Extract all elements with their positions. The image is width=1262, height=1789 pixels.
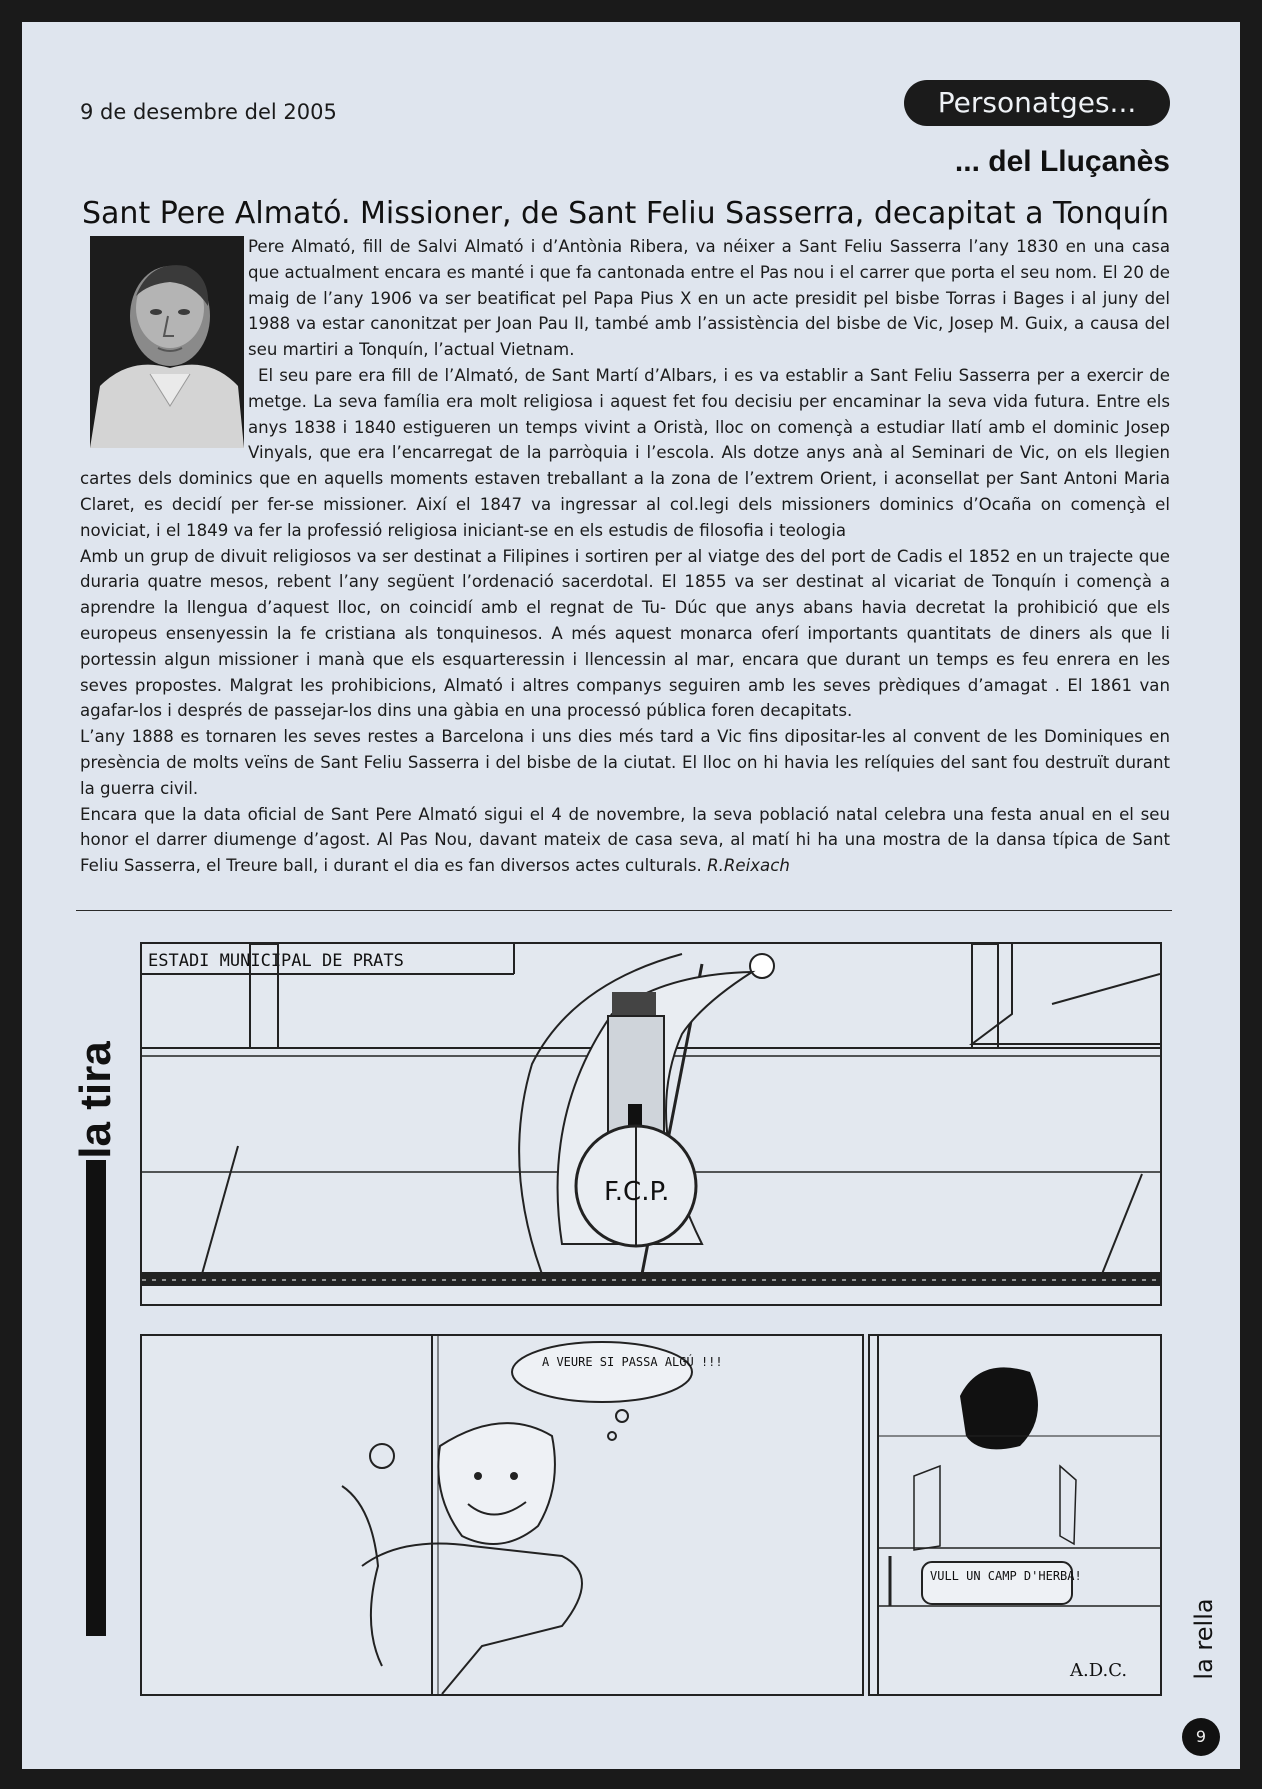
publication-name <box>1184 1595 1220 1695</box>
article-headline: Sant Pere Almató. Missioner, de Sant Feliu Sasserra, decapitat a Tonquín <box>82 196 1169 231</box>
article-paragraph: Amb un grup de divuit religiosos va ser destinat a Filipines i sortiren per al viatge des del port de Cadis el 1852 en un trajecte que duraria quatre mesos, rebent l’any següent l’ordenació sacerdotal. El 1855 va ser destinat al vicariat de Tonquín i començà a aprendre la llengua d’aquest lloc, on coincidí amb el regnat de Tu- Dúc que anys abans havia decretat la prohibició que els europeus ensenyessin la fe cristiana als tonquinesos. A més aquest monarca oferí importants quantitats de diners als que li portessin algun missioner i manà que els esquarteressin i llencessin al mar, encara que durant un temps es feu enrera en les seves propostes. Malgrat les prohibicions, Almató i altres companys seguiren amb les seves prèdiques d’amagat . El 1861 van agafar-los i després de passejar-los dins una gàbia en una processó pública foren decapitats. <box>80 546 1170 721</box>
section-subtitle: ... del Lluçanès <box>954 145 1170 178</box>
page-number: 9 <box>1182 1718 1220 1756</box>
article-author: R.Reixach <box>707 856 790 876</box>
speech-bubble-text: VULL UN CAMP D'HERBA! <box>930 1569 1082 1583</box>
comic-panel-field <box>868 1334 1162 1696</box>
article-paragraph: Pere Almató, fill de Salvi Almató i d’Antònia Ribera, va néixer a Sant Feliu Sasserra l’any 1830 en una casa que actualment encara es manté i que fa cantonada entre el Pas nou i el carrer que porta el seu nom. El 20 de maig de l’any 1906 va ser beatificat pel Papa Pius X en un acte presidit pel bisbe Torras i Bages i al juny del 1988 va estar canonitzat per Joan Pau II, també amb l’assistència del bisbe de Vic, Josep M. Guix, a causa del seu martiri a Tonquín, l’actual Vietnam. <box>248 237 1170 360</box>
article-paragraph: Encara que la data oficial de Sant Pere Almató sigui el 4 de novembre, la seva població natal celebra una festa anual en el seu honor el darrer diumenge d’agost. Al Pas Nou, davant mateix de casa seva, al matí hi ha una mostra de la dansa típica de Sant Feliu Sasserra, el Treure ball, i durant el dia es fan diversos actes culturals. R.Reixach <box>80 804 1170 876</box>
comic-label-text: la tira <box>71 1041 120 1159</box>
issue-date: 9 de desembre del 2005 <box>80 100 337 124</box>
article-paragraph: L’any 1888 es tornaren les seves restes a Barcelona i uns dies més tard a Vic fins dipositar-les al convent de les Dominiques en presència de molts veïns de Sant Feliu Sasserra i del bisbe de la ciutat. El lloc on hi havia les relíquies del sant fou destruït durant la guerra civil. <box>80 727 1170 798</box>
comic-panel-fan <box>140 1334 864 1696</box>
section-divider <box>76 910 1172 911</box>
stadium-caption: ESTADI MUNICIPAL DE PRATS <box>148 951 404 971</box>
publication-name-text: la rella <box>1190 1598 1218 1680</box>
portrait-float-spacer <box>80 234 248 452</box>
crest-letters: F.C.P. <box>604 1177 670 1207</box>
thought-bubble-text: A VEURE SI PASSA ALGÚ !!! <box>542 1355 723 1369</box>
article-paragraph: El seu pare era fill de l’Almató, de Sant Martí d’Albars, i es va establir a Sant Feliu Sasserra per a exercir de metge. La seva família era molt religiosa i aquest fet fou decisiu per encaminar la seva vida futura. Entre els anys 1838 i 1840 estigueren un temps vivint a Oristà, lloc on començà a estudiar llatí amb el dominic Josep Vinyals, que era l’encarregat de la parròquia i l’escola. Als dotze anys anà al Seminari de Vic, on els llegien cartes dels dominics que en aquells moments estaven treballant a la zona de l’extrem Orient, i aconsellat per Sant Antoni Maria Claret, es decidí per fer-se missioner. Així el 1847 va ingressar al col.legi dels missioners dominics d’Ocaña on començà el noviciat, i el 1849 va fer la professió religiosa iniciant-se en els estudis de filosofia i teologia <box>80 365 1170 540</box>
comic-panel-stadium <box>140 942 1162 1306</box>
comic-signature: A.D.C. <box>1070 1660 1128 1681</box>
comic-label-bar <box>86 1160 106 1636</box>
comic-side-label <box>71 945 120 1685</box>
article-body <box>80 234 1170 879</box>
section-badge: Personatges... <box>904 80 1170 126</box>
